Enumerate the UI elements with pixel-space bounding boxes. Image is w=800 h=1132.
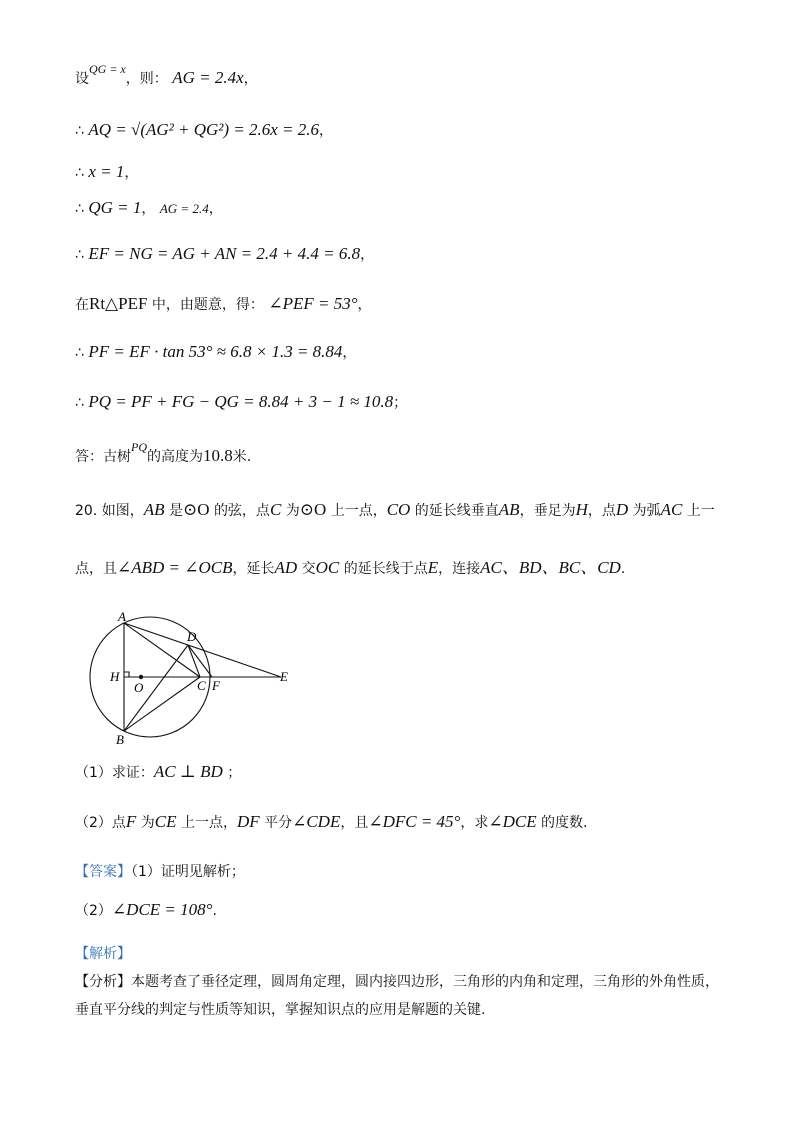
solution-line-8 bbox=[75, 392, 407, 413]
text: ，且 bbox=[340, 815, 369, 831]
therefore: ∴ bbox=[75, 247, 89, 263]
text: ，求 bbox=[460, 815, 489, 831]
text: ， bbox=[243, 71, 258, 87]
formula: OC bbox=[315, 558, 340, 577]
text: 上一点， bbox=[330, 503, 387, 519]
text: ， bbox=[319, 123, 334, 139]
formula: AG = 2.4 bbox=[159, 201, 209, 216]
label-a: A bbox=[118, 609, 126, 624]
text: ， bbox=[360, 247, 375, 263]
text: ， bbox=[124, 165, 139, 181]
geometry-figure bbox=[75, 605, 315, 755]
text: ，垂足为 bbox=[519, 503, 576, 519]
formula-small: QG = x bbox=[89, 62, 126, 76]
segment-ae bbox=[124, 623, 281, 677]
formula: AB bbox=[498, 500, 520, 519]
right-angle-mark bbox=[124, 672, 129, 677]
formula: AD bbox=[274, 558, 298, 577]
formula: PF = EF · tan 53° ≈ 6.8 × 1.3 = 8.84 bbox=[88, 342, 343, 361]
formula: AC bbox=[660, 500, 683, 519]
text: 在 bbox=[75, 297, 89, 313]
formula: AG = 2.4x bbox=[172, 68, 244, 87]
text: 平分 bbox=[264, 815, 293, 831]
text: 的度数. bbox=[541, 815, 588, 831]
sub-question-1 bbox=[75, 762, 241, 783]
solution-answer-line bbox=[75, 440, 252, 467]
formula: E bbox=[427, 558, 439, 577]
sub-question-2 bbox=[75, 812, 588, 833]
formula: ∠DCE bbox=[488, 812, 537, 831]
formula: AC、BD、BC、CD bbox=[480, 558, 621, 577]
formula: PQ = PF + FG − QG = 8.84 + 3 − 1 ≈ 10.8 bbox=[88, 392, 394, 411]
therefore: ∴ bbox=[75, 123, 89, 139]
text: 中，由题意，得： bbox=[151, 297, 264, 313]
formula: F bbox=[125, 812, 137, 831]
text: . bbox=[212, 903, 217, 919]
therefore: ∴ bbox=[75, 395, 89, 411]
solution-line-5 bbox=[75, 244, 374, 265]
text: 交 bbox=[301, 561, 316, 577]
formula: QG = 1 bbox=[88, 198, 142, 217]
text: 为弧 bbox=[632, 503, 661, 519]
formula: CE bbox=[154, 812, 177, 831]
text: ， bbox=[141, 201, 156, 217]
therefore: ∴ bbox=[75, 165, 89, 181]
solution-line-7 bbox=[75, 342, 356, 363]
text: ，则： bbox=[125, 71, 168, 87]
formula: H bbox=[575, 500, 588, 519]
text: 是 bbox=[168, 503, 183, 519]
formula: x = 1 bbox=[88, 162, 125, 181]
label-c: C bbox=[197, 678, 206, 693]
formula: AQ = √(AG² + QG²) = 2.6x = 2.6 bbox=[88, 120, 320, 139]
text: 20. 如图， bbox=[75, 503, 144, 519]
formula: ∠DFC = 45° bbox=[368, 812, 461, 831]
solution-line-1 bbox=[75, 62, 258, 89]
label-h: H bbox=[110, 669, 120, 684]
formula: ∠DCE = 108° bbox=[111, 900, 213, 919]
label-b: B bbox=[116, 732, 124, 747]
question-20-line-1 bbox=[75, 500, 715, 521]
question-20-line-2 bbox=[75, 558, 625, 579]
solution-line-2 bbox=[75, 120, 333, 141]
formula: ∠PEF = 53° bbox=[268, 294, 358, 313]
formula: EF = NG = AG + AN = 2.4 + 4.4 = 6.8 bbox=[88, 244, 361, 263]
text: ，延长 bbox=[232, 561, 275, 577]
analysis-tag: 【解析】 bbox=[75, 946, 131, 962]
center-point bbox=[139, 675, 143, 679]
text: ，点 bbox=[587, 503, 616, 519]
text: 的延长线于点 bbox=[343, 561, 428, 577]
text: 答：古树 bbox=[75, 449, 131, 465]
formula: 10.8 bbox=[203, 446, 233, 465]
formula: ⊙O bbox=[182, 500, 210, 519]
label-e: E bbox=[280, 669, 288, 684]
text: . bbox=[620, 561, 626, 577]
formula: C bbox=[269, 500, 282, 519]
text: 的弦，点 bbox=[213, 503, 270, 519]
text: 米. bbox=[232, 449, 252, 465]
answer-line-2 bbox=[75, 900, 217, 921]
analysis-paragraph bbox=[75, 968, 725, 1024]
formula: AC ⊥ BD bbox=[153, 762, 223, 781]
text: ， bbox=[357, 297, 372, 313]
text: （1）证明见解析； bbox=[131, 864, 245, 880]
text: （2）点 bbox=[75, 815, 126, 831]
formula: CO bbox=[386, 500, 411, 519]
text: （1）求证： bbox=[75, 765, 154, 781]
text: ； bbox=[227, 765, 242, 781]
formula: Rt△PEF bbox=[89, 294, 148, 313]
formula: ∠CDE bbox=[292, 812, 341, 831]
label-d: D bbox=[187, 629, 197, 644]
text: 设 bbox=[75, 71, 89, 87]
text: 为 bbox=[285, 503, 300, 519]
answer-tag: 【答案】 bbox=[75, 864, 131, 880]
text: 为 bbox=[140, 815, 155, 831]
text: ； bbox=[393, 395, 408, 411]
analysis-head: 【分析】 bbox=[75, 974, 131, 990]
therefore: ∴ bbox=[75, 201, 89, 217]
label-o: O bbox=[134, 680, 144, 695]
solution-line-3 bbox=[75, 162, 138, 183]
text: 上一 bbox=[686, 503, 715, 519]
therefore: ∴ bbox=[75, 345, 89, 361]
formula: D bbox=[615, 500, 629, 519]
analysis-tag-line bbox=[75, 944, 131, 964]
formula: ⊙O bbox=[299, 500, 327, 519]
formula: AB bbox=[143, 500, 165, 519]
solution-line-4 bbox=[75, 198, 223, 219]
solution-line-6 bbox=[75, 294, 372, 315]
formula: DF bbox=[236, 812, 260, 831]
segment-df bbox=[188, 645, 212, 677]
text: 上一点， bbox=[180, 815, 237, 831]
text: 点，且 bbox=[75, 561, 117, 577]
formula: ∠ABD = ∠OCB bbox=[117, 558, 233, 577]
answer-line-1 bbox=[75, 862, 245, 882]
label-f: F bbox=[212, 678, 220, 693]
text: ， bbox=[342, 345, 357, 361]
text: 的高度为 bbox=[147, 449, 203, 465]
text: 的延长线垂直 bbox=[414, 503, 499, 519]
analysis-text: 本题考查了垂径定理，圆周角定理，圆内接四边形，三角形的内角和定理，三角形的外角性质，垂直平分线的判定与性质等知识，掌握知识点的应用是解题的关键. bbox=[75, 974, 719, 1018]
text: ， bbox=[208, 201, 223, 217]
text: ，连接 bbox=[438, 561, 481, 577]
text: （2） bbox=[75, 903, 112, 919]
formula-small: PQ bbox=[131, 440, 147, 454]
